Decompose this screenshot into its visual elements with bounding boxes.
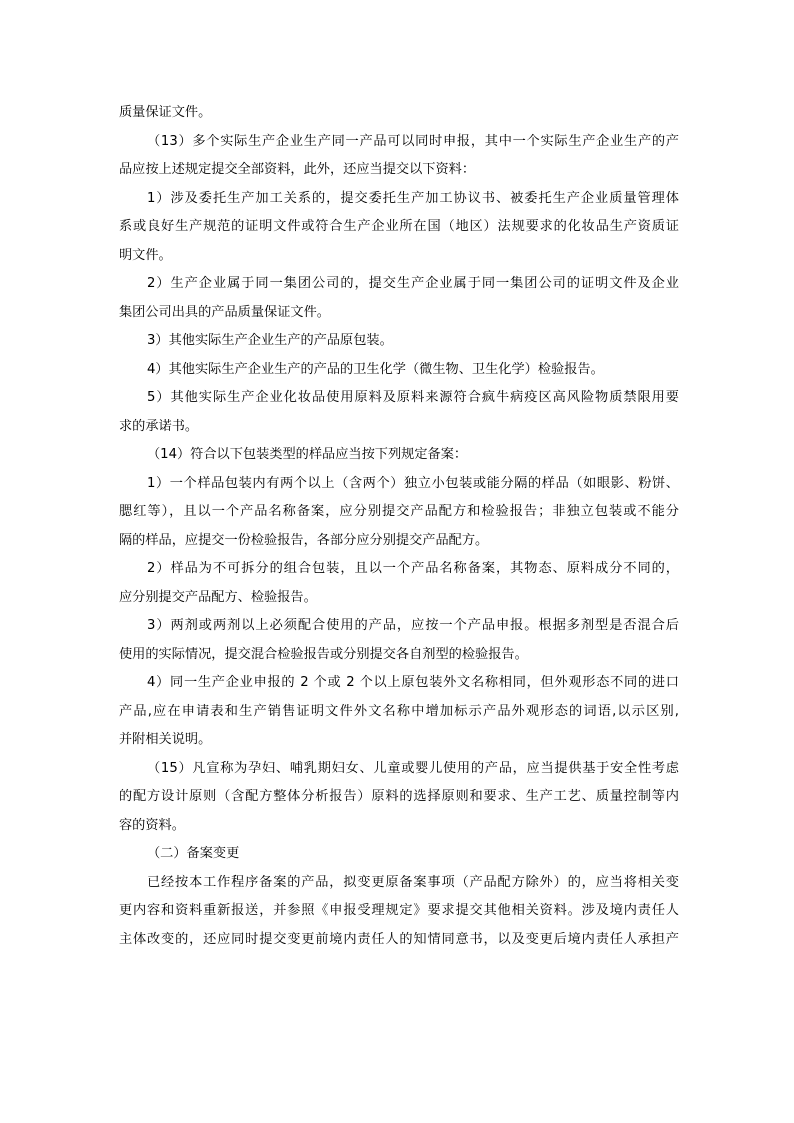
text-line: 1）涉及委托生产加工关系的，提交委托生产加工协议书、被委托生产企业质量管理体 [147,190,679,206]
document-body [119,99,679,954]
text-line: 的配方设计原则（含配方整体分析报告）原料的选择原则和要求、生产工艺、质量控制等内 [119,789,679,804]
text-line: 3）两剂或两剂以上必须配合使用的产品，应按一个产品申报。根据多剂型是否混合后 [147,618,679,633]
text-line: 并附相关说明。 [119,732,212,747]
text-line: 求的承诺书。 [119,418,199,434]
text-line: 3）其他实际生产企业生产的产品原包装。 [147,333,393,348]
text-line: 主体改变的，还应同时提交变更前境内责任人的知情同意书，以及变更后境内责任人承担产 [119,931,679,947]
text-line: 2）生产企业属于同一集团公司的，提交生产企业属于同一集团公司的证明文件及企业 [147,276,679,291]
text-line: 质量保证文件。 [119,105,212,120]
text-line: 隔的样品，应提交一份检验报告，各部分应分别提交产品配方。 [119,532,489,548]
text-line: 2）样品为不可拆分的组合包装，且以一个产品名称备案，其物态、原料成分不同的， [147,561,679,576]
text-line: （14）符合以下包装类型的样品应当按下列规定备案： [147,447,468,462]
text-line: 5）其他实际生产企业化妆品使用原料及原料来源符合疯牛病疫区高风险物质禁限用要 [147,390,679,405]
text-line: 已经按本工作程序备案的产品，拟变更原备案事项（产品配方除外）的，应当将相关变 [147,874,679,890]
text-line: 系或良好生产规范的证明文件或符合生产企业所在国（地区）法规要求的化妆品生产资质证 [119,219,679,234]
text-line: 4）其他实际生产企业生产的产品的卫生化学（微生物、卫生化学）检验报告。 [147,361,604,377]
text-line: 更内容和资料重新报送，并参照《申报受理规定》要求提交其他相关资料。涉及境内责任人 [119,903,679,918]
text-line: 明文件。 [119,247,172,263]
text-line: （13）多个实际生产企业生产同一产品可以同时申报，其中一个实际生产企业生产的产 [147,133,679,149]
text-line: 容的资料。 [119,817,185,833]
text-line: 品应按上述规定提交全部资料，此外，还应当提交以下资料： [119,162,476,177]
text-line: 应分别提交产品配方、检验报告。 [119,589,317,605]
text-line: 腮红等），且以一个产品名称备案，应分别提交产品配方和检验报告；非独立包装或不能分 [119,504,679,519]
text-line: 使用的实际情况，提交混合检验报告或分别提交各自剂型的检验报告。 [119,646,528,662]
text-line: 产品,应在申请表和生产销售证明文件外文名称中增加标示产品外观形态的词语,以示区别, [119,703,679,719]
text-line: 集团公司出具的产品质量保证文件。 [119,304,330,320]
section-heading: （二）备案变更 [147,846,240,861]
text-line: （15）凡宣称为孕妇、哺乳期妇女、儿童或婴儿使用的产品，应当提供基于安全性考虑 [147,760,679,776]
text-line: 1）一个样品包装内有两个以上（含两个）独立小包装或能分隔的样品（如眼影、粉饼、 [147,475,679,491]
text-line: 4）同一生产企业申报的 2 个或 2 个以上原包装外文名称相同，但外观形态不同的进口 [147,675,679,690]
